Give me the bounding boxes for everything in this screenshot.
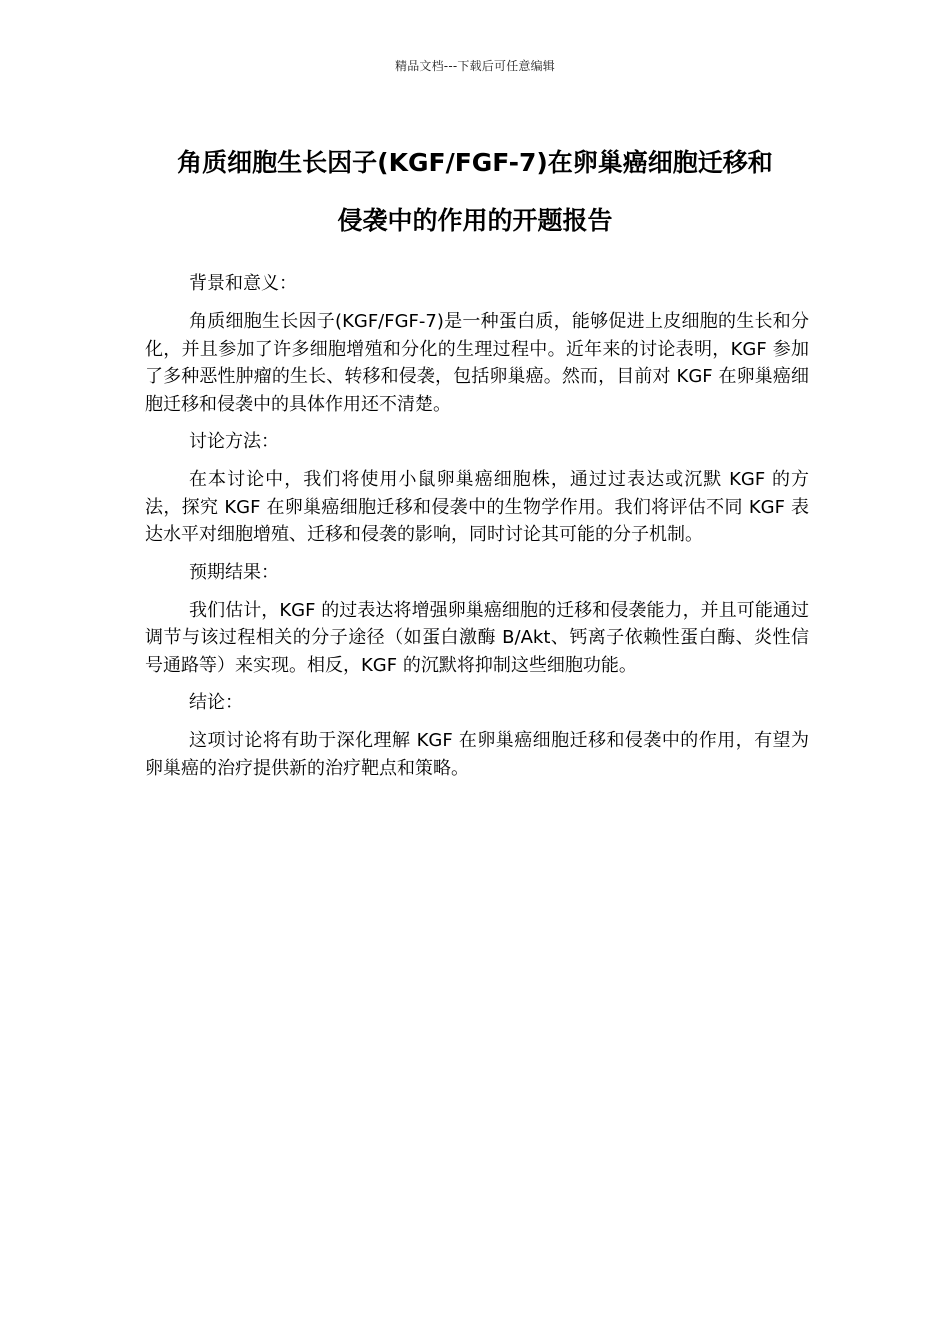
title-line-1: 角质细胞生长因子(KGF/FGF-7)在卵巢癌细胞迁移和 (177, 148, 773, 177)
document-body (145, 270, 809, 792)
title-line-2: 侵袭中的作用的开题报告 (337, 206, 613, 235)
section-body-conclusion: 这项讨论将有助于深化理解 KGF 在卵巢癌细胞迁移和侵袭中的作用，有望为卵巢癌的治疗提供新的治疗靶点和策略。 (145, 730, 809, 779)
section-body-expected-results: 我们估计，KGF 的过表达将增强卵巢癌细胞的迁移和侵袭能力，并且可能通过调节与该过程相关的分子途径（如蛋白激酶 B/Akt、钙离子依赖性蛋白酶、炎性信号通路等）来实现。相反，KGF 的沉默将抑制这些细胞功能。 (145, 599, 809, 676)
header-note: 精品文档---下载后可任意编辑 (395, 59, 555, 73)
section-body-background: 角质细胞生长因子(KGF/FGF-7)是一种蛋白质，能够促进上皮细胞的生长和分化，并且参加了许多细胞增殖和分化的生理过程中。近年来的讨论表明，KGF 参加了多种恶性肿瘤的生长、转移和侵袭，包括卵巢癌。然而，目前对 KGF 在卵巢癌细胞迁移和侵袭中的具体作用还不清楚。 (145, 311, 809, 415)
document-title (140, 134, 810, 250)
section-heading-methods: 讨论方法： (189, 431, 279, 452)
section-heading-conclusion: 结论： (189, 692, 243, 713)
section-heading-expected-results: 预期结果： (189, 561, 279, 583)
section-heading-background: 背景和意义： (189, 273, 297, 294)
section-body-methods: 在本讨论中，我们将使用小鼠卵巢癌细胞株，通过过表达或沉默 KGF 的方法，探究 KGF 在卵巢癌细胞迁移和侵袭中的生物学作用。我们将评估不同 KGF 表达水平对细胞增殖、迁移和侵袭的影响，同时讨论其可能的分子机制。 (145, 469, 809, 545)
